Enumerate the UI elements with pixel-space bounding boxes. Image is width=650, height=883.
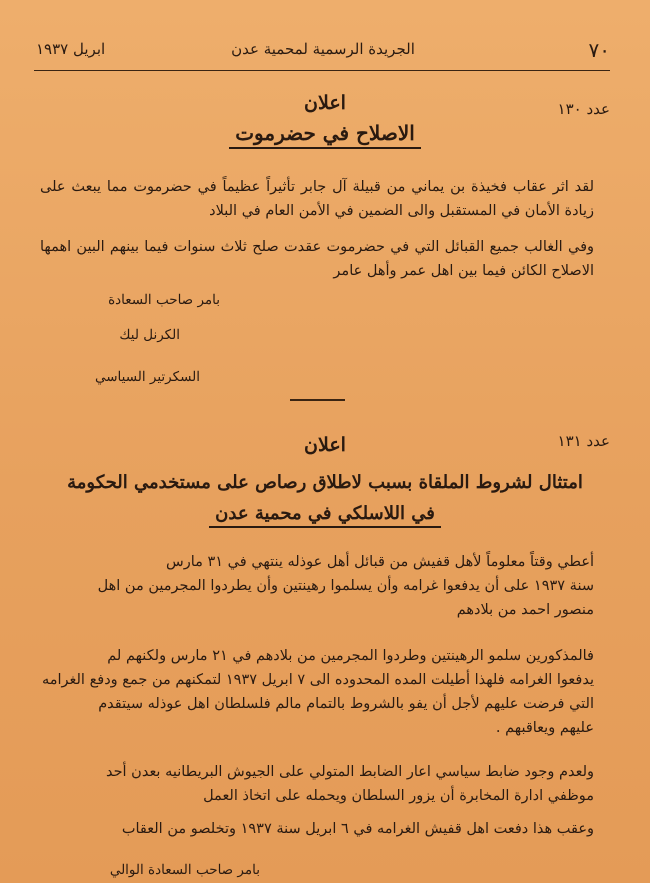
notice-130-number: عدد ١٣٠ [557,100,610,118]
notice-131-headline-2: في اللاسلكي في محمية عدن [209,503,441,528]
header-rule [34,70,610,71]
signature-line-governor: بامر صاحب السعادة الوالي [109,862,260,878]
signature-line-1: بامر صاحب السعادة [108,292,220,308]
notice-130-headline: الاصلاح في حضرموت [229,121,421,149]
section-separator [290,399,345,401]
paragraph-line: ولعدم وجود ضابط سياسي اعار الضابط المتولي على الجيوش البريطانيه بعدن أحد [105,764,594,780]
page-number: ٧٠ [588,38,610,62]
gazette-title: الجريدة الرسمية لمحمية عدن [231,40,415,58]
page-header [36,34,610,64]
signature-line-2: الكرنل ليك [119,327,180,343]
paragraph-line: عليهم ويعاقبهم . [495,720,594,736]
paragraph-text: لقد اثر عقاب فخيذة بن يماني من قبيلة آل جابر تأثيراً عظيماً في حضرموت مما يبعث على زيادة الأمان في المستقبل والى الضمين في الأمن العام في البلاد [40,179,594,219]
paragraph-line: وعقب هذا دفعت اهل قفيش الغرامه في ٦ ابريل سنة ١٩٣٧ وتخلصو من العقاب [121,821,594,837]
paragraph-line: يدفعوا الغرامه فلهذا أطيلت المده المحدوده الى ٧ ابريل ١٩٣٧ لتمكنهم من جمع ودفع الغرامه [41,672,594,688]
notice-131-paragraph-2 [40,644,594,740]
paragraph-line: منصور احمد من بلادهم [456,602,594,618]
notice-131-number: عدد ١٣١ [557,432,610,450]
signature-line-3: السكرتير السياسي [94,369,200,385]
issue-date: ابريل ١٩٣٧ [36,40,106,58]
notice-131-headline-1: امتثال لشروط الملقاة بسبب لاطلاق رصاص على مستخدمي الحكومة [67,472,583,493]
notice-130-paragraph-1 [40,175,594,223]
notice-131-paragraph-3 [40,760,594,808]
notice-130-paragraph-2 [40,235,594,283]
paragraph-text: وفي الغالب جميع القبائل التي في حضرموت عقدت صلح ثلاث سنوات فيما بينهم البين اهمها الاصلاح الكائن فيما بين اهل عمر وأهل عامر [40,239,594,279]
notice-130-label: اعلان [304,92,346,114]
paragraph-line: فالمذكورين سلمو الرهينتين وطردوا المجرمين من بلادهم في ٢١ مارس ولكنهم لم [107,648,594,664]
paragraph-line: أعطي وقتاً معلوماً لأهل قفيش من قبائل أهل عوذله ينتهي في ٣١ مارس [166,554,594,570]
notice-131-label: اعلان [304,434,346,456]
notice-130-headline-wrap [0,121,650,149]
paragraph-line: موظفي ادارة المخابرة أن يزور السلطان ويحمله على اتخاذ العمل [203,788,594,804]
notice-131-paragraph-4 [40,817,594,841]
paragraph-line: سنة ١٩٣٧ على أن يدفعوا غرامه وأن يسلموا رهينتين وأن يطردوا المجرمين من اهل [97,578,594,594]
notice-131-paragraph-1 [40,550,594,622]
paragraph-line: التي فرضت عليهم لأجل أن يفو بالشروط بالتمام مالم فلسلطان اهل عوذله سيتقدم [98,696,594,712]
notice-131-headline-2-wrap [0,503,650,528]
